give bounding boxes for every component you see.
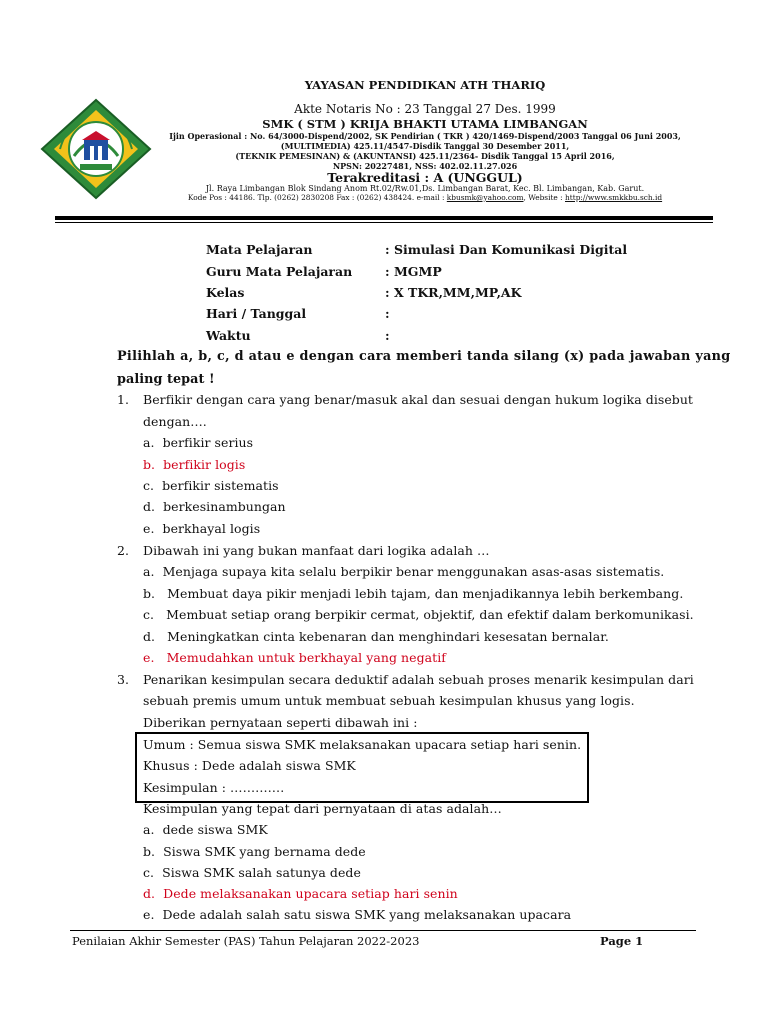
option-text: berfikir sistematis <box>162 478 279 493</box>
option-text: Meningkatkan cinta kebenaran dan menghindari kesesatan bernalar. <box>167 629 609 644</box>
info-label: Kelas <box>206 285 245 300</box>
info-value: : <box>385 328 390 343</box>
question-text: Penarikan kesimpulan secara deduktif adalah sebuah proses menarik kesimpulan dari <box>143 672 694 687</box>
info-label: Guru Mata Pelajaran <box>206 264 353 279</box>
option-text: berfikir serius <box>162 435 254 450</box>
option-text: Siswa SMK yang bernama dede <box>163 844 366 859</box>
option-item <box>143 586 683 601</box>
option-item <box>143 521 260 536</box>
info-label: Mata Pelajaran <box>206 242 313 257</box>
info-value: : MGMP <box>385 264 442 279</box>
school-logo-icon <box>40 98 152 200</box>
option-letter: a. <box>143 564 155 579</box>
option-item <box>143 629 609 644</box>
option-item <box>143 564 664 579</box>
option-letter: d. <box>143 629 156 644</box>
permit-line: Ijin Operasional : No. 64/3000-Dispend/2002, SK Pendirian ( TKR ) 420/1469-Dispend/2003 Tanggal 06 Juni 2003, <box>169 131 681 141</box>
option-text: Menjaga supaya kita selalu berpikir benar menggunakan asas-asas sistematis. <box>162 564 665 579</box>
info-value: : <box>385 306 390 321</box>
question-number: 1. <box>117 392 130 407</box>
question-text: Berfikir dengan cara yang benar/masuk akal dan sesuai dengan hukum logika disebut <box>143 392 694 407</box>
option-item <box>143 499 286 514</box>
option-item <box>143 478 279 493</box>
option-text: Memudahkan untuk berkhayal yang negatif <box>166 650 446 665</box>
option-letter: e. <box>143 521 155 536</box>
school-address: Jl. Raya Limbangan Blok Sindang Anom Rt.02/Rw.01,Ds. Limbangan Barat, Kec. Bl. Limbangan, Kab. Garut. <box>205 184 645 193</box>
option-letter: c. <box>143 607 155 622</box>
letterhead-divider <box>55 216 713 220</box>
option-letter: b. <box>143 457 156 472</box>
question-text: dengan…. <box>143 414 207 429</box>
option-item <box>143 844 366 859</box>
contact-prefix: Kode Pos : 44186. Tlp. (0262) 2830208 Fax : (0262) 438424. e-mail : <box>187 193 447 202</box>
page-number: Page 1 <box>600 934 644 948</box>
question-text: Kesimpulan yang tepat dari pernyataan di atas adalah… <box>143 801 502 816</box>
option-letter: a. <box>143 435 155 450</box>
footer-divider <box>70 930 696 931</box>
option-item <box>143 435 253 450</box>
option-item <box>143 907 571 922</box>
option-text: dede siswa SMK <box>162 822 268 837</box>
option-text: Dede melaksanakan upacara setiap hari senin <box>163 886 458 901</box>
option-item <box>143 865 361 880</box>
option-item-answer <box>143 886 458 901</box>
option-text: Membuat daya pikir menjadi lebih tajam, dan menjadikannya lebih berkembang. <box>167 586 684 601</box>
option-letter: a. <box>143 822 155 837</box>
info-value: : Simulasi Dan Komunikasi Digital <box>385 242 628 257</box>
email-link[interactable]: kbusmk@yahoo.com <box>446 193 524 202</box>
option-item-answer <box>143 650 446 665</box>
option-text: Membuat setiap orang berpikir cermat, objektif, dan efektif dalam berkomunikasi. <box>166 607 694 622</box>
premise-general: Umum : Semua siswa SMK melaksanakan upacara setiap hari senin. <box>143 737 582 752</box>
option-letter: d. <box>143 886 156 901</box>
option-letter: b. <box>143 586 156 601</box>
info-value: : X TKR,MM,MP,AK <box>385 285 522 300</box>
option-letter: c. <box>143 478 155 493</box>
footer-title: Penilaian Akhir Semester (PAS) Tahun Pelajaran 2022-2023 <box>72 934 420 948</box>
question-text: Diberikan pernyataan seperti dibawah ini : <box>143 715 418 730</box>
question-text: sebuah premis umum untuk membuat sebuah kesimpulan khusus yang logis. <box>143 693 635 708</box>
website-link[interactable]: http://www.smkkbu.sch.id <box>565 193 663 202</box>
option-text: Siswa SMK salah satunya dede <box>162 865 361 880</box>
instruction-text: paling tepat ! <box>117 372 215 387</box>
question-number: 3. <box>117 672 130 687</box>
option-letter: d. <box>143 499 156 514</box>
option-text: Dede adalah salah satu siswa SMK yang melaksanakan upacara <box>162 907 572 922</box>
notary-deed: Akte Notaris No : 23 Tanggal 27 Des. 1999 <box>294 102 556 116</box>
option-letter: e. <box>143 650 155 665</box>
option-letter: b. <box>143 844 156 859</box>
premise-conclusion: Kesimpulan : …………. <box>143 780 285 795</box>
contact-line <box>165 193 685 202</box>
foundation-name: YAYASAN PENDIDIKAN ATH THARIQ <box>304 78 546 92</box>
permit-line: (MULTIMEDIA) 425.11/4547-Disdik Tanggal 30 Desember 2011, <box>280 141 570 151</box>
option-text: berfikir logis <box>163 457 246 472</box>
option-item <box>143 607 694 622</box>
option-item <box>143 822 268 837</box>
school-name: SMK ( STM ) KRIJA BHAKTI UTAMA LIMBANGAN <box>262 117 588 131</box>
option-letter: e. <box>143 907 155 922</box>
option-text: berkesinambungan <box>163 499 286 514</box>
instruction-text: Pilihlah a, b, c, d atau e dengan cara memberi tanda silang (x) pada jawaban yang <box>117 349 731 364</box>
option-item-answer <box>143 457 245 472</box>
npsn-line: NPSN: 20227481, NSS: 402.02.11.27.026 <box>332 161 518 171</box>
accreditation: Terakreditasi : A (UNGGUL) <box>327 170 523 185</box>
option-text: berkhayal logis <box>162 521 261 536</box>
info-label: Hari / Tanggal <box>206 306 307 321</box>
website-prefix: , Website : <box>523 193 565 202</box>
permit-line: (TEKNIK PEMESINAN) & (AKUNTANSI) 425.11/2364- Disdik Tanggal 15 April 2016, <box>235 151 615 161</box>
letterhead-divider-thin <box>55 222 713 223</box>
premise-specific: Khusus : Dede adalah siswa SMK <box>143 758 356 773</box>
option-letter: c. <box>143 865 155 880</box>
question-number: 2. <box>117 543 130 558</box>
question-text: Dibawah ini yang bukan manfaat dari logika adalah … <box>143 543 490 558</box>
info-label: Waktu <box>206 328 251 343</box>
